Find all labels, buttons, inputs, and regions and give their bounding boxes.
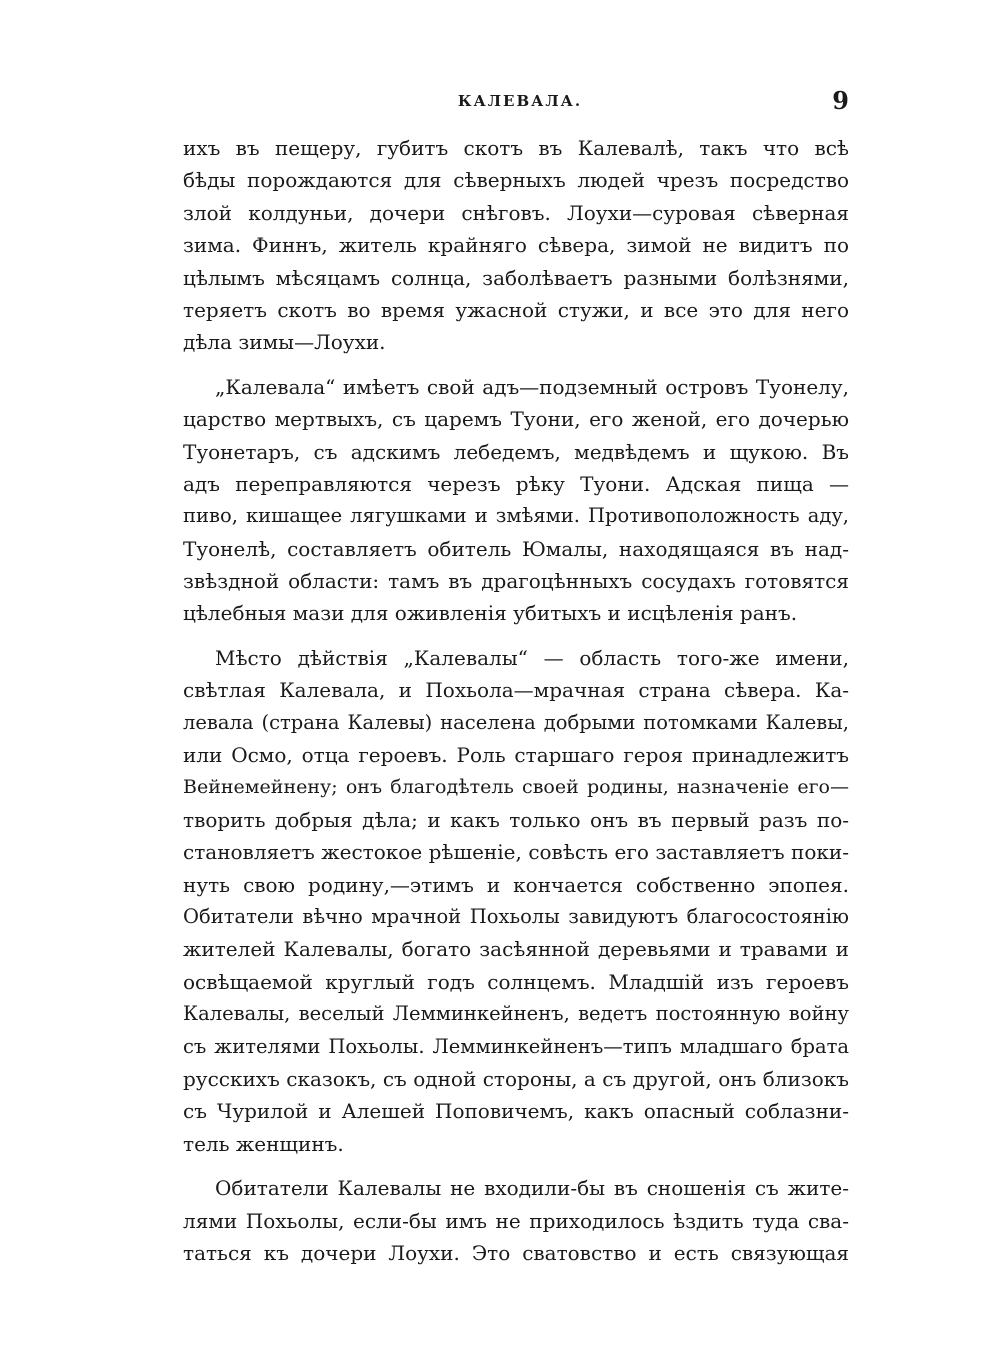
- text-line: становляетъ жестокое рѣшеніе, совѣсть его заставляетъ поки-: [183, 840, 849, 865]
- text-line: освѣщаемой круглый годъ солнцемъ. Младшій изъ героевъ: [183, 969, 849, 994]
- text-line: Туонелѣ, составляетъ обитель Юмалы, находящаяся въ над-: [183, 536, 849, 561]
- paragraph: [183, 1172, 849, 1269]
- text-line: злой колдуньи, дочери снѣговъ. Лоухи—суровая сѣверная: [183, 200, 849, 225]
- text-line: дѣла зимы—Лоухи.: [183, 330, 386, 355]
- text-line: Обитатели Калевалы не входили-бы въ сношенія съ жите-: [215, 1176, 849, 1201]
- text-line: зима. Финнъ, житель крайняго сѣвера, зимой не видитъ по: [183, 233, 849, 258]
- text-line: звѣздной области: тамъ въ драгоцѣнныхъ сосудахъ готовятся: [183, 569, 849, 594]
- text-line: лями Похьолы, если-бы имъ не приходилось ѣздить туда сва-: [183, 1208, 849, 1233]
- text-line: „Калевала“ имѣетъ свой адъ—подземный островъ Туонелу,: [215, 374, 849, 399]
- text-line: свѣтлая Калевала, и Похьола—мрачная страна сѣвера. Ка-: [183, 678, 849, 703]
- text-line: Калевалы, веселый Лемминкейненъ, ведетъ постоянную войну: [183, 1002, 849, 1026]
- text-line: жителей Калевалы, богато засѣянной деревьями и травами и: [183, 937, 849, 962]
- text-line: адъ переправляются черезъ рѣку Туони. Адская пища —: [183, 471, 849, 496]
- paragraph: [183, 371, 849, 630]
- paragraph: [183, 132, 849, 359]
- text-line: Обитатели вѣчно мрачной Похьолы завидуютъ благосостоянію: [183, 904, 849, 928]
- text-line: царство мертвыхъ, съ царемъ Туони, его женой, его дочерью: [183, 407, 849, 432]
- text-line: левала (страна Калевы) населена добрыми потомками Калевы,: [183, 710, 849, 734]
- text-line: русскихъ сказокъ, съ одной стороны, а съ другой, онъ близокъ: [183, 1066, 849, 1091]
- text-line: теряетъ скотъ во время ужасной стужи, и все это для него: [183, 297, 849, 322]
- text-line: нуть свою родину,—этимъ и кончается собственно эпопея.: [183, 872, 849, 897]
- text-line: съ Чурилой и Алешей Поповичемъ, какъ опасный соблазни-: [183, 1099, 849, 1124]
- text-line: цѣлебныя мази для оживленія убитыхъ и исцѣленія ранъ.: [183, 601, 798, 626]
- running-head: [185, 82, 855, 122]
- text-line: пиво, кишащее лягушками и змѣями. Противоположность аду,: [183, 504, 849, 528]
- text-line: бѣды порождаются для сѣверныхъ людей чрезъ посредство: [183, 168, 849, 193]
- text-line: Мѣсто дѣйствія „Калевалы“ — область того-же имени,: [215, 645, 849, 670]
- text-line: цѣлымъ мѣсяцамъ солнца, заболѣваетъ разными болѣзнями,: [183, 265, 849, 290]
- running-title: КАЛЕВАЛА.: [457, 92, 583, 110]
- text-line: съ жителями Похьолы. Лемминкейненъ—типъ младшаго брата: [183, 1034, 849, 1058]
- text-line: или Осмо, отца героевъ. Роль старшаго героя принадлежитъ: [183, 743, 849, 768]
- body-text: [183, 132, 849, 1281]
- text-line: таться къ дочери Лоухи. Это сватовство и есть связующая: [183, 1240, 849, 1265]
- text-line: творить добрыя дѣла; и какъ только онъ въ первый разъ по-: [183, 807, 849, 832]
- text-line: Вейнемейнену; онъ благодѣтель своей родины, назначеніе его—: [183, 776, 849, 799]
- text-line: Туонетаръ, съ адскимъ лебедемъ, медвѣдемъ и щукою. Въ: [183, 439, 849, 464]
- text-line: ихъ въ пещеру, губитъ скотъ въ Калевалѣ, такъ что всѣ: [183, 136, 849, 160]
- paragraph: [183, 642, 849, 1160]
- text-line: тель женщинъ.: [183, 1131, 344, 1156]
- page-number: 9: [832, 86, 849, 115]
